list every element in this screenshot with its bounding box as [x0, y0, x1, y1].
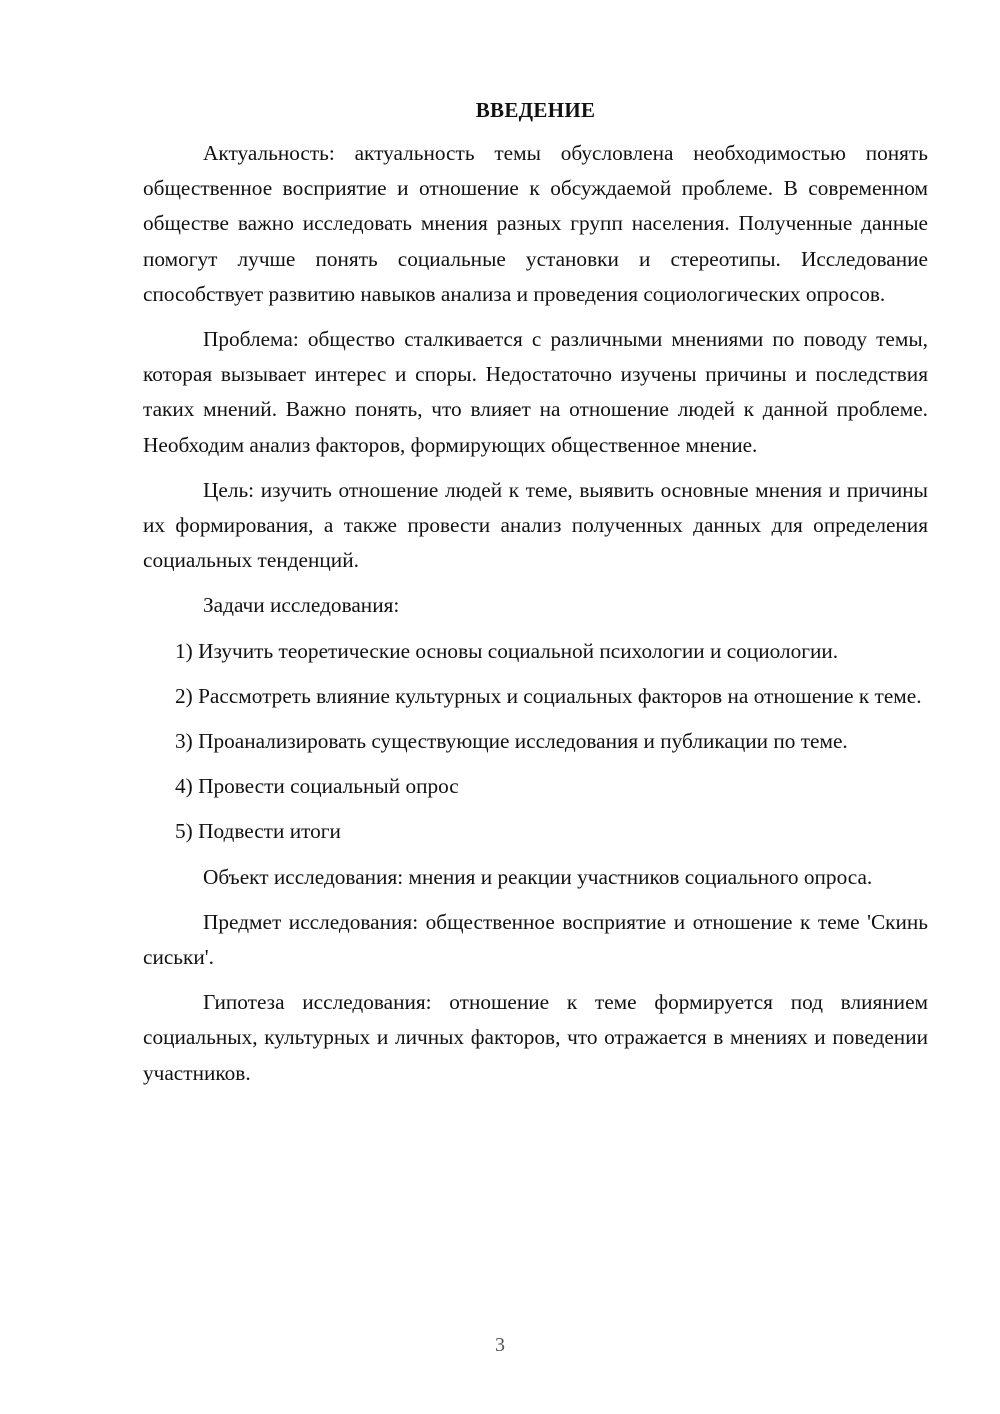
- relevance-paragraph: Актуальность: актуальность темы обусловлена необходимостью понять общественное восприятие и отношение к обсуждаемой проблеме. В современном обществе важно исследовать мнения разных групп населения. Полученные данные помогут лучше понять социальные установки и стереотипы. Исследование способствует развитию навыков анализа и проведения социологических опросов.: [143, 141, 928, 306]
- object-paragraph: Объект исследования: мнения и реакции участников социального опроса.: [203, 864, 873, 889]
- problem-paragraph: Проблема: общество сталкивается с различными мнениями по поводу темы, которая вызывает интерес и споры. Недостаточно изучены причины и последствия таких мнений. Важно понять, что влияет на отношение людей к данной проблеме. Необходим анализ факторов, формирующих общественное мнение.: [143, 327, 928, 457]
- goal-paragraph: Цель: изучить отношение людей к теме, выявить основные мнения и причины их формирования, а также провести анализ полученных данных для определения социальных тенденций.: [143, 477, 928, 573]
- tasks-heading: Задачи исследования:: [203, 593, 400, 618]
- task-item-1: 1) Изучить теоретические основы социальной психологии и социологии.: [175, 638, 839, 663]
- task-item-5: 5) Подвести итоги: [175, 819, 341, 844]
- page-number: 3: [495, 1334, 505, 1356]
- document-page: [143, 93, 928, 1091]
- task-item-4: 4) Провести социальный опрос: [175, 774, 459, 799]
- subject-paragraph: Предмет исследования: общественное восприятие и отношение к теме 'Скинь сиськи'.: [143, 909, 928, 970]
- page-title: ВВЕДЕНИЕ: [475, 98, 596, 122]
- hypothesis-paragraph: Гипотеза исследования: отношение к теме формируется под влиянием социальных, культурных и личных факторов, что отражается в мнениях и поведении участников.: [143, 990, 928, 1085]
- task-item-2: 2) Рассмотреть влияние культурных и социальных факторов на отношение к теме.: [175, 683, 922, 708]
- task-item-3: 3) Проанализировать существующие исследования и публикации по теме.: [175, 729, 848, 754]
